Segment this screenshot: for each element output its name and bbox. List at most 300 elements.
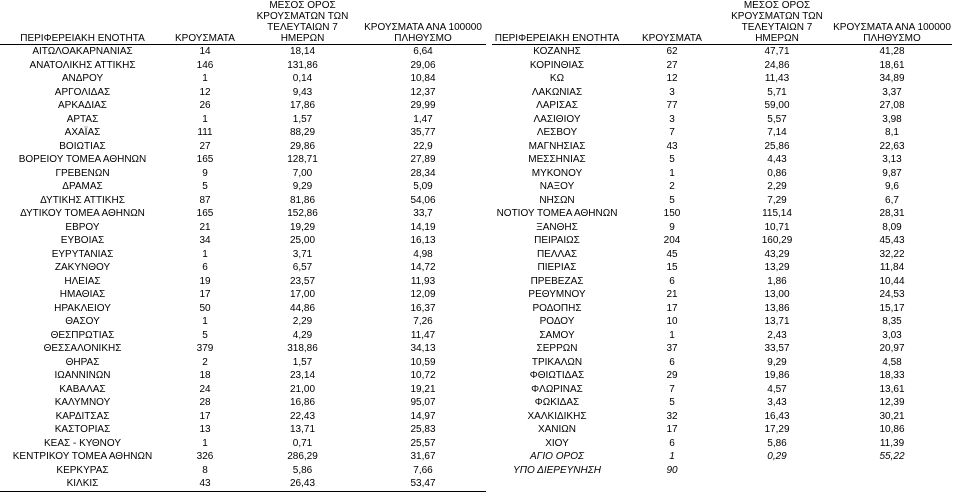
region-cell: ΒΟΙΩΤΙΑΣ xyxy=(59,140,106,152)
region-cell: ΚΟΖΑΝΗΣ xyxy=(533,46,581,57)
cases-cell: 21 xyxy=(666,289,678,300)
region-cell: ΝΑΞΟΥ xyxy=(539,181,575,192)
per100k-cell: 10,44 xyxy=(879,275,905,287)
avg7-cell: 5,57 xyxy=(767,113,787,125)
avg7-cell: 4,43 xyxy=(767,154,787,165)
region-cell: ΔΡΑΜΑΣ xyxy=(62,181,103,192)
region-cell: ΞΑΝΘΗΣ xyxy=(536,221,578,233)
per100k-cell: 7,66 xyxy=(413,464,433,476)
avg7-cell: 0,86 xyxy=(767,167,787,179)
per100k-cell: 9,6 xyxy=(885,181,899,192)
avg7-cell: 9,29 xyxy=(292,181,313,192)
avg7-cell: 4,57 xyxy=(767,383,787,395)
per100k-cell: 10,59 xyxy=(410,356,436,368)
table-row xyxy=(492,153,952,167)
region-cell: ΚΕΡΚΥΡΑΣ xyxy=(56,464,109,476)
cases-cell: 27 xyxy=(666,59,678,71)
per100k-cell: 45,43 xyxy=(879,235,905,246)
table-row xyxy=(0,207,486,221)
region-cell: ΘΗΡΑΣ xyxy=(65,356,100,368)
table-row xyxy=(492,248,952,262)
per100k-cell: 33,7 xyxy=(413,208,433,219)
avg7-cell: 23,14 xyxy=(289,370,316,381)
table-row xyxy=(0,302,486,316)
per100k-cell: 19,21 xyxy=(410,383,436,395)
cases-cell: 2 xyxy=(669,181,675,192)
cases-cell: 9 xyxy=(669,221,675,233)
table-row xyxy=(0,423,486,437)
avg7-cell: 152,86 xyxy=(287,208,318,219)
avg7-cell: 16,86 xyxy=(289,397,316,408)
per100k-cell: 34,89 xyxy=(879,73,905,84)
table-row xyxy=(0,113,486,127)
avg7-cell: 25,00 xyxy=(289,235,316,246)
table-row xyxy=(492,383,952,397)
region-cell: ΑΝΔΡΟΥ xyxy=(61,73,104,84)
region-cell: ΜΥΚΟΝΟΥ xyxy=(531,167,583,179)
region-cell: ΚΑΛΥΜΝΟΥ xyxy=(54,397,111,408)
table-row xyxy=(492,396,952,410)
table-row xyxy=(492,234,952,248)
avg7-cell: 6,57 xyxy=(292,262,313,273)
region-cell: ΤΡΙΚΑΛΩΝ xyxy=(531,356,583,368)
cases-cell: 146 xyxy=(196,59,214,71)
region-cell: ΑΝΑΤΟΛΙΚΗΣ ΑΤΤΙΚΗΣ xyxy=(29,59,136,71)
region-cell: ΡΟΔΟΠΗΣ xyxy=(532,302,582,314)
cases-cell: 1 xyxy=(202,316,208,327)
avg7-cell: 13,00 xyxy=(764,289,790,300)
header-region: ΠΕΡΙΦΕΡΕΙΑΚΗ ΕΝΟΤΗΤΑ xyxy=(492,0,622,45)
cases-cell: 1 xyxy=(202,113,208,125)
region-cell: ΑΙΤΩΛΟΑΚΑΡΝΑΝΙΑΣ xyxy=(32,46,133,57)
region-cell: ΑΡΓΟΛΙΔΑΣ xyxy=(54,86,111,98)
per100k-cell: 27,89 xyxy=(410,154,436,165)
table-row xyxy=(0,126,486,140)
header-region: ΠΕΡΙΦΕΡΕΙΑΚΗ ΕΝΟΤΗΤΑ xyxy=(0,0,165,45)
avg7-cell: 5,86 xyxy=(767,437,787,449)
avg7-cell: 1,57 xyxy=(292,356,313,368)
table-row xyxy=(0,450,486,464)
region-cell: ΕΒΡΟΥ xyxy=(65,221,100,233)
table-row xyxy=(0,140,486,154)
avg7-cell: 44,86 xyxy=(289,302,316,314)
region-cell: ΚΑΒΑΛΑΣ xyxy=(59,383,106,395)
table-row xyxy=(0,396,486,410)
per100k-cell: 14,19 xyxy=(410,221,436,233)
table-row xyxy=(0,342,486,356)
per100k-cell: 13,61 xyxy=(879,383,905,395)
cases-cell: 77 xyxy=(666,100,678,111)
avg7-cell: 25,86 xyxy=(764,140,790,152)
per100k-cell: 8,35 xyxy=(882,316,902,327)
region-cell: ΗΜΑΘΙΑΣ xyxy=(59,289,106,300)
table-row xyxy=(492,113,952,127)
region-cell: ΧΑΛΚΙΔΙΚΗΣ xyxy=(527,410,587,422)
avg7-cell: 59,00 xyxy=(764,100,790,111)
per100k-cell: 11,93 xyxy=(410,275,436,287)
cases-cell: 87 xyxy=(199,194,211,206)
cases-cell: 5 xyxy=(669,397,675,408)
per100k-cell: 54,06 xyxy=(410,194,436,206)
avg7-cell: 24,86 xyxy=(764,59,790,71)
avg7-cell: 81,86 xyxy=(289,194,316,206)
cases-cell: 14 xyxy=(199,46,211,57)
region-cell: ΛΑΡΙΣΑΣ xyxy=(536,100,578,111)
cases-cell: 13 xyxy=(199,424,211,435)
per100k-cell: 55,22 xyxy=(879,451,905,462)
per100k-cell: 10,84 xyxy=(410,73,436,84)
table-row xyxy=(0,261,486,275)
cases-cell: 3 xyxy=(669,86,675,98)
per100k-cell: 25,83 xyxy=(410,424,436,435)
table-row xyxy=(492,410,952,424)
region-cell: ΚΑΡΔΙΤΣΑΣ xyxy=(55,410,110,422)
per100k-cell: 12,09 xyxy=(410,289,436,300)
avg7-cell: 0,29 xyxy=(767,451,787,462)
region-cell: ΑΡΚΑΔΙΑΣ xyxy=(58,100,107,111)
cases-cell: 90 xyxy=(666,464,678,476)
region-cell: ΡΟΔΟΥ xyxy=(539,316,575,327)
region-cell: ΠΕΛΛΑΣ xyxy=(536,248,578,260)
per100k-cell: 6,7 xyxy=(885,194,899,206)
table-row xyxy=(0,437,486,451)
per100k-cell: 11,47 xyxy=(410,329,436,341)
avg7-cell: 7,14 xyxy=(767,127,787,138)
cases-cell: 17 xyxy=(199,289,211,300)
per100k-cell: 3,98 xyxy=(882,113,902,125)
avg7-cell: 160,29 xyxy=(761,235,793,246)
per100k-cell: 53,47 xyxy=(360,477,486,491)
per100k-cell: 41,28 xyxy=(879,46,905,57)
cases-cell: 6 xyxy=(202,262,208,273)
per100k-cell: 7,26 xyxy=(413,316,433,327)
header-cases: ΚΡΟΥΣΜΑΤΑ xyxy=(622,0,722,45)
avg7-cell: 11,43 xyxy=(764,73,790,84)
table-row xyxy=(0,59,486,73)
per100k-cell: 22,9 xyxy=(413,140,433,152)
cases-cell: 26 xyxy=(199,100,211,111)
region-cell: ΒΟΡΕΙΟΥ ΤΟΜΕΑ ΑΘΗΝΩΝ xyxy=(18,154,147,165)
per100k-cell: 20,97 xyxy=(879,343,905,354)
avg7-cell: 2,29 xyxy=(292,316,313,327)
region-cell: ΚΑΣΤΟΡΙΑΣ xyxy=(54,424,111,435)
region-cell: ΘΕΣΠΡΩΤΙΑΣ xyxy=(50,329,115,341)
per100k-cell: 16,13 xyxy=(410,235,436,246)
per100k-cell: 1,47 xyxy=(413,113,433,125)
avg7-cell: 0,71 xyxy=(292,437,313,449)
cases-cell: 24 xyxy=(199,383,211,395)
cases-cell: 7 xyxy=(669,383,675,395)
cases-cell: 8 xyxy=(202,464,208,476)
region-cell: ΖΑΚΥΝΘΟΥ xyxy=(54,262,111,273)
table-row xyxy=(0,288,486,302)
avg7-cell: 13,29 xyxy=(764,262,790,273)
table-row xyxy=(492,207,952,221)
per100k-cell: 35,77 xyxy=(410,127,436,138)
cases-cell: 21 xyxy=(199,221,211,233)
cases-cell: 17 xyxy=(666,302,678,314)
table-row xyxy=(0,45,486,59)
cases-cell: 379 xyxy=(196,343,214,354)
table-row xyxy=(492,126,952,140)
table-row xyxy=(492,302,952,316)
avg7-cell: 17,86 xyxy=(289,100,316,111)
region-cell: ΜΕΣΣΗΝΙΑΣ xyxy=(528,154,586,165)
region-cell: ΥΠΟ ΔΙΕΡΕΥΝΗΣΗ xyxy=(513,464,601,476)
header-avg7: ΜΕΣΟΣ ΟΡΟΣ ΚΡΟΥΣΜΑΤΩΝ ΤΩΝ ΤΕΛΕΥΤΑΙΩΝ 7 ΗΜΕΡΩΝ xyxy=(245,0,360,45)
per100k-cell: 8,1 xyxy=(885,127,899,138)
avg7-cell: 128,71 xyxy=(287,154,318,165)
cases-cell: 29 xyxy=(666,370,678,381)
region-cell: ΓΡΕΒΕΝΩΝ xyxy=(55,167,110,179)
region-cell: ΝΗΣΩΝ xyxy=(539,194,575,206)
avg7-cell: 47,71 xyxy=(764,46,790,57)
per100k-cell: 18,61 xyxy=(879,59,905,71)
region-cell: ΗΛΕΙΑΣ xyxy=(64,275,101,287)
table-row xyxy=(0,410,486,424)
table-row xyxy=(0,180,486,194)
table-row xyxy=(0,356,486,370)
cases-cell: 165 xyxy=(196,154,214,165)
region-cell: ΔΥΤΙΚΟΥ ΤΟΜΕΑ ΑΘΗΝΩΝ xyxy=(20,208,145,219)
cases-cell: 15 xyxy=(666,262,678,273)
table-row xyxy=(0,383,486,397)
region-cell: ΙΩΑΝΝΙΝΩΝ xyxy=(54,370,111,381)
region-cell: ΘΕΣΣΑΛΟΝΙΚΗΣ xyxy=(43,343,122,354)
cases-cell: 27 xyxy=(199,140,211,152)
region-cell: ΣΑΜΟΥ xyxy=(539,329,575,341)
per100k-cell: 30,21 xyxy=(879,410,905,422)
avg7-cell: 19,86 xyxy=(764,370,790,381)
per100k-cell: 27,08 xyxy=(879,100,905,111)
table-row xyxy=(0,194,486,208)
cases-cell: 111 xyxy=(197,127,213,138)
cases-cell: 150 xyxy=(663,208,681,219)
per100k-cell: 25,57 xyxy=(410,437,436,449)
avg7-cell: 23,57 xyxy=(289,275,316,287)
cases-cell: 6 xyxy=(669,356,675,368)
cases-cell: 45 xyxy=(666,248,678,260)
per100k-cell: 34,13 xyxy=(410,343,436,354)
region-cell: ΑΡΤΑΣ xyxy=(66,113,99,125)
avg7-cell: 29,86 xyxy=(289,140,316,152)
table-row xyxy=(0,248,486,262)
per100k-cell: 11,84 xyxy=(879,262,905,273)
avg7-cell: 3,71 xyxy=(292,248,313,260)
per100k-cell: 8,09 xyxy=(882,221,902,233)
avg7-cell: 5,86 xyxy=(292,464,313,476)
avg7-cell: 13,86 xyxy=(764,302,790,314)
cases-cell: 2 xyxy=(202,356,208,368)
table-row xyxy=(0,167,486,181)
header-per100k: ΚΡΟΥΣΜΑΤΑ ΑΝΑ 100000 ΠΛΗΘΥΣΜΟ xyxy=(832,0,952,45)
left-header-row xyxy=(0,0,486,45)
avg7-cell: 17,29 xyxy=(764,424,790,435)
table-row xyxy=(0,315,486,329)
avg7-cell: 26,43 xyxy=(245,477,360,491)
avg7-cell: 9,29 xyxy=(767,356,787,368)
cases-cell: 5 xyxy=(669,194,675,206)
per100k-cell: 6,64 xyxy=(413,46,433,57)
cases-cell: 19 xyxy=(199,275,211,287)
per100k-cell: 14,72 xyxy=(410,262,436,273)
avg7-cell: 43,29 xyxy=(764,248,790,260)
region-cell: ΑΧΑΪΑΣ xyxy=(64,127,101,138)
table-row xyxy=(492,99,952,113)
right-table xyxy=(492,0,952,477)
per100k-cell: 3,13 xyxy=(882,154,902,165)
avg7-cell: 7,29 xyxy=(767,194,787,206)
cases-cell: 43 xyxy=(666,140,678,152)
region-cell: ΠΙΕΡΙΑΣ xyxy=(537,262,577,273)
avg7-cell: 18,14 xyxy=(289,46,316,57)
avg7-cell: 131,86 xyxy=(287,59,318,71)
table-row xyxy=(0,153,486,167)
avg7-cell: 7,00 xyxy=(292,167,313,179)
region-cell: ΦΛΩΡΙΝΑΣ xyxy=(531,383,583,395)
region-cell: ΧΑΝΙΩΝ xyxy=(537,424,577,435)
region-cell: ΝΟΤΙΟΥ ΤΟΜΕΑ ΑΘΗΝΩΝ xyxy=(496,208,618,219)
table-row xyxy=(492,59,952,73)
cases-cell: 1 xyxy=(669,167,675,179)
avg7-cell: 17,00 xyxy=(289,289,316,300)
table-row xyxy=(492,221,952,235)
per100k-cell: 11,39 xyxy=(879,437,905,449)
cases-cell: 12 xyxy=(666,73,678,84)
table-row xyxy=(492,356,952,370)
region-cell: ΠΕΙΡΑΙΩΣ xyxy=(534,235,580,246)
cases-cell: 7 xyxy=(669,127,675,138)
per100k-cell: 16,37 xyxy=(410,302,436,314)
cases-cell: 32 xyxy=(666,410,678,422)
avg7-cell: 286,29 xyxy=(287,451,318,462)
per100k-cell: 14,97 xyxy=(410,410,436,422)
region-cell: ΡΕΘΥΜΝΟΥ xyxy=(528,289,586,300)
avg7-cell: 10,71 xyxy=(764,221,790,233)
table-row xyxy=(492,72,952,86)
table-row xyxy=(492,437,952,451)
cases-cell: 10 xyxy=(666,316,678,327)
per100k-cell: 4,98 xyxy=(413,248,433,260)
left-table-body xyxy=(0,45,486,492)
avg7-cell: 2,43 xyxy=(767,329,787,341)
avg7-cell: 5,71 xyxy=(767,86,787,98)
cases-cell: 1 xyxy=(202,73,208,84)
table-row xyxy=(492,167,952,181)
cases-cell: 1 xyxy=(202,437,208,449)
per100k-cell: 12,37 xyxy=(410,86,436,98)
cases-cell: 165 xyxy=(196,208,214,219)
per100k-cell: 24,53 xyxy=(879,289,905,300)
region-cell: ΛΑΣΙΘΙΟΥ xyxy=(533,113,581,125)
header-avg7: ΜΕΣΟΣ ΟΡΟΣ ΚΡΟΥΣΜΑΤΩΝ ΤΩΝ ΤΕΛΕΥΤΑΙΩΝ 7 ΗΜΕΡΩΝ xyxy=(722,0,832,45)
region-cell: ΕΥΡΥΤΑΝΙΑΣ xyxy=(51,248,114,260)
table-row xyxy=(0,221,486,235)
avg7-cell: 115,14 xyxy=(762,208,792,219)
avg7-cell: 13,71 xyxy=(764,316,790,327)
region-cell: ΔΥΤΙΚΗΣ ΑΤΤΙΚΗΣ xyxy=(40,194,125,206)
per100k-cell: 28,34 xyxy=(410,167,436,179)
per100k-cell: 32,22 xyxy=(879,248,905,260)
cases-cell: 5 xyxy=(669,154,675,165)
region-cell: ΧΙΟΥ xyxy=(545,437,569,449)
region-cell: ΚΕΝΤΡΙΚΟΥ ΤΟΜΕΑ ΑΘΗΝΩΝ xyxy=(12,451,153,462)
region-cell: ΦΩΚΙΔΑΣ xyxy=(534,397,580,408)
table-row xyxy=(492,140,952,154)
table-row xyxy=(492,329,952,343)
cases-cell: 1 xyxy=(669,329,675,341)
cases-cell: 326 xyxy=(196,451,214,462)
table-row xyxy=(492,315,952,329)
table-row xyxy=(0,72,486,86)
region-cell: ΑΓΙΟ ΟΡΟΣ xyxy=(530,451,584,462)
table-row xyxy=(492,288,952,302)
per100k-cell: 29,99 xyxy=(410,100,436,111)
per100k-cell: 12,39 xyxy=(879,397,905,408)
per100k-cell xyxy=(832,464,952,478)
cases-cell: 50 xyxy=(199,302,211,314)
table-row xyxy=(492,450,952,464)
region-cell: ΦΘΙΩΤΙΔΑΣ xyxy=(529,370,585,381)
table-row xyxy=(492,180,952,194)
per100k-cell: 10,86 xyxy=(879,424,905,435)
per100k-cell: 31,67 xyxy=(410,451,436,462)
table-row xyxy=(492,45,952,59)
region-cell: ΘΑΣΟΥ xyxy=(65,316,100,327)
cases-cell: 5 xyxy=(202,329,208,341)
table-row xyxy=(0,464,486,478)
per100k-cell: 9,87 xyxy=(882,167,902,179)
table-row xyxy=(492,464,952,478)
cases-cell: 37 xyxy=(666,343,678,354)
cases-cell: 1 xyxy=(202,248,208,260)
per100k-cell: 15,17 xyxy=(879,302,905,314)
avg7-cell: 16,43 xyxy=(764,410,790,422)
cases-cell: 17 xyxy=(666,424,678,435)
cases-cell: 34 xyxy=(199,235,211,246)
per100k-cell: 22,63 xyxy=(879,140,905,152)
table-row xyxy=(0,275,486,289)
per100k-cell: 3,37 xyxy=(882,86,902,98)
per100k-cell: 4,58 xyxy=(882,356,902,368)
region-cell: ΚΕΑΣ - ΚΥΘΝΟΥ xyxy=(44,437,121,449)
cases-cell: 1 xyxy=(669,451,675,462)
avg7-cell: 88,29 xyxy=(289,127,316,138)
region-cell: ΣΕΡΡΩΝ xyxy=(536,343,578,354)
per100k-cell: 28,31 xyxy=(879,208,905,219)
cases-cell: 6 xyxy=(669,275,675,287)
region-cell: ΚΙΛΚΙΣ xyxy=(0,477,165,491)
per100k-cell: 10,72 xyxy=(410,370,436,381)
cases-cell: 43 xyxy=(165,477,245,491)
avg7-cell: 0,14 xyxy=(292,73,313,84)
header-per100k: ΚΡΟΥΣΜΑΤΑ ΑΝΑ 100000 ΠΛΗΘΥΣΜΟ xyxy=(360,0,486,45)
cases-cell: 17 xyxy=(199,410,211,422)
table-row xyxy=(492,261,952,275)
avg7-cell: 13,71 xyxy=(289,424,316,435)
right-table-body xyxy=(492,45,952,478)
right-header-row xyxy=(492,0,952,45)
avg7-cell: 19,29 xyxy=(289,221,316,233)
avg7-cell xyxy=(722,464,832,478)
region-cell: ΛΑΚΩΝΙΑΣ xyxy=(531,86,583,98)
cases-cell: 6 xyxy=(669,437,675,449)
cases-cell: 12 xyxy=(199,86,211,98)
header-cases: ΚΡΟΥΣΜΑΤΑ xyxy=(165,0,245,45)
cases-cell: 62 xyxy=(666,46,678,57)
table-row xyxy=(0,99,486,113)
table-row xyxy=(492,423,952,437)
